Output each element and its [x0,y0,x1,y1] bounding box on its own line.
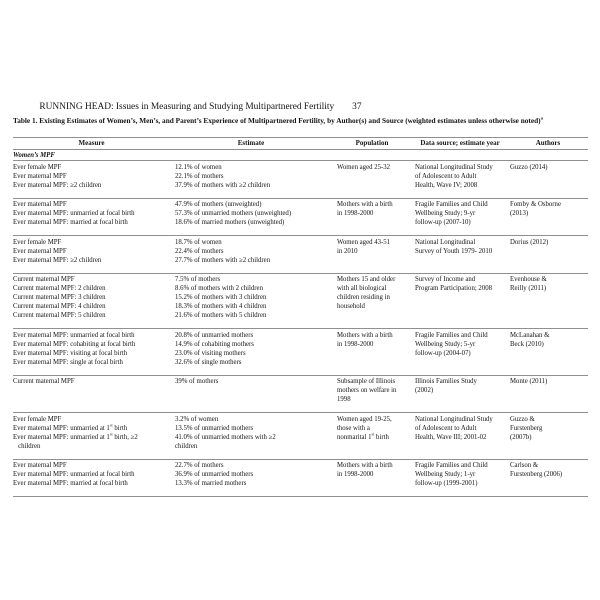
table-cell-line: Monte (2011) [510,378,548,385]
section-header-womens-mpf: Women’s MPF [13,150,588,161]
table-cell-line: in 2010 [337,247,358,255]
authors-cell [508,377,588,386]
measure-cell [13,461,170,488]
table-cell-line: Guzzo (2014) [510,163,548,171]
column-header-source: Data source; estimate year [420,139,500,147]
authors-cell [508,461,588,479]
table-cell-line: National Longitudinal Study [415,415,493,423]
table-cell-line: 39% of mothers [175,378,219,385]
table-cell-line: 20.8% of unmarried mothers [175,331,254,339]
table-cell-line: Current maternal MPF: 2 children [13,285,106,292]
measure-cell [13,415,170,451]
table-cell-line: Current maternal MPF [13,378,75,385]
table-row-group [13,413,588,460]
population-cell [332,415,412,442]
table-cell-line: Fomby & Osborne [510,201,561,208]
table-cell-line: 41.0% of unmarried mothers with ≥2 [175,433,276,441]
column-header-population: Population [355,139,389,147]
table-cell-line: Mothers with a birth [337,331,393,339]
table-cell-line: Ever maternal MPF: unmarried at 1st birth [13,422,128,432]
measure-cell [13,275,170,320]
table-cell-line: with all biological [337,285,387,292]
table-cell-line: 32.6% of single mothers [175,358,242,366]
population-cell [332,275,412,311]
table-cell-line: Mothers 15 and older [337,276,396,283]
table-cell-line: follow-up (1999-2001) [415,480,478,487]
table-cell-line: Ever maternal MPF: ≥2 children [13,256,102,264]
source-cell [412,415,508,442]
table-cell-line: those with a [337,424,370,432]
source-cell [412,163,508,190]
population-cell [332,377,412,404]
table-row-group [13,236,588,274]
table-cell-line: Ever maternal MPF: unmarried at 1st birth, ≥2 [13,431,138,441]
authors-cell [508,331,588,349]
estimate-cell [170,377,332,386]
table-cell-line: Ever female MPF [13,238,62,246]
authors-cell [508,163,588,172]
table-cell-line: McLanahan & [510,331,550,339]
table-cell-line: 8.6% of mothers with 2 children [175,285,263,292]
table-cell-line: 15.2% of mothers with 3 children [175,294,267,301]
table-cell-line: 22.4% of mothers [175,247,224,255]
table-cell-line: Subsample of Illinois [337,378,396,385]
authors-cell [508,415,588,442]
mpf-table [13,137,588,497]
table-header-row [13,138,588,150]
table-cell-line: Dorius (2012) [510,238,549,246]
table-cell-line: Ever maternal MPF: cohabiting at focal birth [13,340,136,348]
table-cell-line: Ever maternal MPF [13,462,67,469]
table-title [13,116,579,126]
table-cell-line: 57.3% of unmarried mothers (unweighted) [175,210,292,217]
source-cell [412,275,508,293]
table-row-group [13,460,588,498]
table-cell-line: Ever maternal MPF: married at focal birth [13,219,128,226]
table-cell-line: Mothers with a birth [337,201,393,208]
estimate-cell [170,461,332,488]
source-cell [412,461,508,488]
table-cell-line: Illinois Families Study [415,378,477,385]
table-cell-line: Furstenberg [510,424,543,432]
table-cell-line: (2007b) [510,433,532,441]
table-cell-line: Ever female MPF [13,415,62,423]
estimate-cell [170,200,332,227]
table-cell-line: children [13,442,41,450]
table-cell-line: Ever female MPF [13,163,62,171]
table-cell-line: children [175,442,198,450]
table-cell-line: 22.1% of mothers [175,172,224,180]
population-cell [332,331,412,349]
table-cell-line: Mothers with a birth [337,462,393,469]
table-cell-line: 18.7% of women [175,238,222,246]
table-cell-line: nonmarital 1st birth [337,431,389,441]
authors-cell [508,200,588,218]
table-cell-line: Current maternal MPF: 4 children [13,303,106,310]
table-cell-line: 13.3% of married mothers [175,480,247,487]
table-cell-line: 18.6% of married mothers (unweighted) [175,219,285,226]
table-cell-line: Current maternal MPF [13,276,75,283]
table-cell-line: Fragile Families and Child [415,331,488,339]
measure-cell [13,200,170,227]
table-cell-line: Women aged 43-51 [337,238,391,246]
measure-cell [13,331,170,367]
source-cell [412,238,508,256]
table-cell-line: Survey of Income and [415,276,476,283]
column-header-estimate: Estimate [237,139,265,147]
table-cell-line: Ever maternal MPF: unmarried at focal birth [13,331,135,339]
table-cell-line: 22.7% of mothers [175,462,224,469]
measure-cell [13,238,170,265]
table-cell-line: 13.5% of unmarried mothers [175,424,254,432]
authors-cell [508,275,588,293]
table-cell-line: Ever maternal MPF: unmarried at focal birth [13,210,135,217]
table-row-group [13,199,588,237]
table-cell-line: Carlson & [510,462,539,469]
table-cell-line: Wellbeing Study; 9-yr [415,210,476,217]
table-cell-line: Beck (2010) [510,340,544,348]
table-cell-line: Health, Wave IV; 2008 [415,181,478,189]
table-cell-line: 18.3% of mothers with 4 children [175,303,267,310]
population-cell [332,238,412,256]
table-cell-line: 7.5% of mothers [175,276,221,283]
table-cell-line: Survey of Youth 1979- 2010 [415,247,493,255]
table-cell-line: in 1998-2000 [337,210,374,217]
estimate-cell [170,331,332,367]
table-cell-line: Ever maternal MPF: single at focal birth [13,358,123,366]
table-cell-line: 12.1% of women [175,163,222,171]
table-cell-line: Ever maternal MPF [13,247,67,255]
table-cell-line: Program Participation; 2008 [415,285,493,292]
table-row-group [13,329,588,376]
table-cell-line: follow-up (2007-10) [415,219,471,226]
source-cell [412,331,508,358]
table-cell-line: Wellbeing Study; 1-yr [415,471,476,478]
authors-cell [508,238,588,247]
population-cell [332,200,412,218]
table-cell-line: 3.2% of women [175,415,219,423]
table-cell-line: follow-up (2004-07) [415,349,471,357]
table-cell-line: 47.9% of mothers (unweighted) [175,201,262,208]
table-cell-line: (2013) [510,210,529,217]
estimate-cell [170,238,332,265]
table-cell-line: Women aged 19-25, [337,415,392,423]
source-cell [412,200,508,227]
table-cell-line: mothers on welfare in [337,387,397,394]
table-cell-line: National Longitudinal Study [415,163,493,171]
table-cell-line: Health, Wave III; 2001-02 [415,433,487,441]
table-cell-line: Fragile Families and Child [415,462,488,469]
table-cell-line: 14.9% of cohabiting mothers [175,340,254,348]
table-cell-line: children residing in [337,294,390,301]
estimate-cell [170,275,332,320]
population-cell [332,461,412,479]
table-cell-line: Furstenberg (2006) [510,471,563,478]
table-cell-line: 23.0% of visiting mothers [175,349,246,357]
table-cell-line: 36.9% of unmarried mothers [175,471,254,478]
table-cell-line: Ever maternal MPF: unmarried at focal birth [13,471,135,478]
column-header-measure: Measure [78,139,105,147]
table-row-group [13,274,588,330]
source-cell [412,377,508,395]
table-body [13,161,588,497]
estimate-cell [170,163,332,190]
table-cell-line: in 1998-2000 [337,340,374,348]
table-cell-line: household [337,303,365,310]
table-cell-line: of Adolescent to Adult [415,172,477,180]
table-cell-line: in 1998-2000 [337,471,374,478]
table-cell-line: 27.7% of mothers with ≥2 children [175,256,271,264]
table-title-text: Table 1. Existing Estimates of Women’s, Men’s, and Parent’s Experience of Multipartnered Fertility, by Author(s) and Source (weighted estimates unless otherwise noted) [13,116,541,125]
table-cell-line: Reilly (2011) [510,285,547,292]
table-cell-line: Current maternal MPF: 5 children [13,312,106,319]
estimate-cell [170,415,332,451]
column-header-authors: Authors [535,139,561,147]
table-cell-line: Evenhouse & [510,276,547,283]
table-cell-line: Ever maternal MPF [13,172,67,180]
measure-cell [13,377,170,386]
table-cell-line: Ever maternal MPF: visiting at focal birth [13,349,128,357]
table-cell-line: National Longitudinal [415,238,476,246]
table-cell-line: of Adolescent to Adult [415,424,477,432]
table-cell-line: Women aged 25-32 [337,163,391,171]
measure-cell [13,163,170,190]
table-row-group [13,376,588,414]
population-cell [332,163,412,172]
table-cell-line: Fragile Families and Child [415,201,488,208]
page-number: 37 [352,102,362,112]
table-cell-line: Ever maternal MPF [13,201,67,208]
table-cell-line: Ever maternal MPF: married at focal birth [13,480,128,487]
table-cell-line: 37.9% of mothers with ≥2 children [175,181,271,189]
running-head: RUNNING HEAD: Issues in Measuring and Studying Multipartnered Fertility [39,102,335,112]
table-cell-line: Current maternal MPF: 3 children [13,294,106,301]
table-cell-line: 21.6% of mothers with 5 children [175,312,267,319]
table-title-footnote-marker: a [540,115,543,121]
table-cell-line: 1998 [337,396,351,403]
table-cell-line: Wellbeing Study; 5-yr [415,340,476,348]
table-cell-line: (2002) [415,387,434,394]
table-cell-line: Ever maternal MPF: ≥2 children [13,181,102,189]
table-row-group [13,161,588,199]
table-cell-line: Guzzo & [510,415,535,423]
